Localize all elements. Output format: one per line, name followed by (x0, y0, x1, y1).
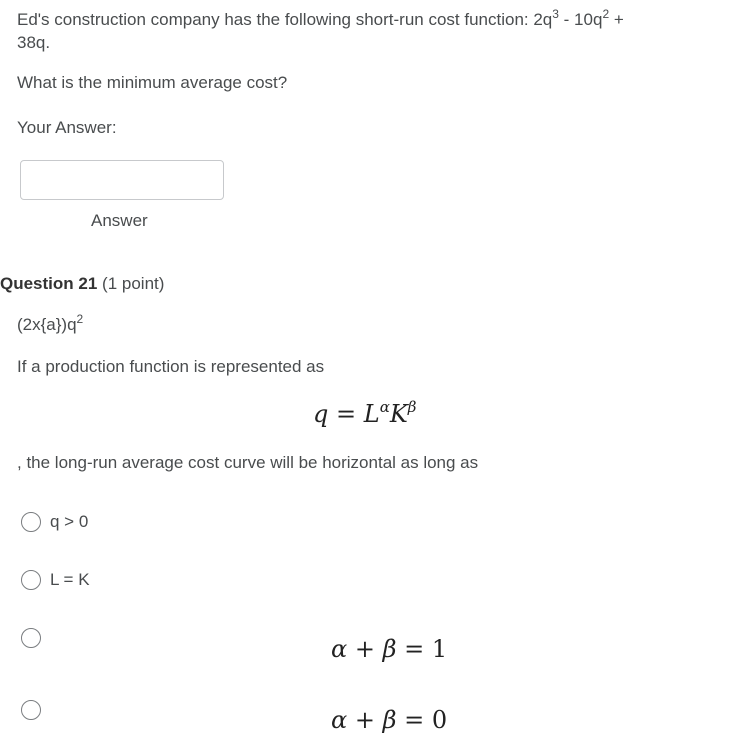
your-answer-label: Your Answer: (17, 118, 117, 137)
formula-K: K (389, 400, 408, 428)
question-prefix (17, 313, 83, 337)
math-plus: + (354, 635, 375, 663)
math-value: 0 (431, 706, 448, 734)
radio-option-1[interactable] (21, 512, 41, 532)
math-plus: + (354, 706, 375, 734)
question-number: Question 21 (0, 274, 98, 293)
radio-option-3[interactable] (21, 628, 41, 648)
question-stem: If a production function is represented as (17, 357, 325, 376)
math-beta: β (382, 635, 397, 663)
option-math-4[interactable] (331, 706, 447, 734)
option-label-2[interactable]: L = K (50, 570, 90, 589)
option-math-3[interactable] (331, 635, 447, 663)
radio-option-4[interactable] (21, 700, 41, 720)
formula-equals: = (336, 400, 357, 428)
question-prompt: What is the minimum average cost? (17, 73, 288, 92)
question-text-line1 (17, 8, 624, 32)
math-alpha: α (331, 706, 348, 734)
math-value: 1 (431, 635, 448, 663)
math-beta: β (382, 706, 397, 734)
formula-q: q (313, 400, 329, 428)
question-continuation: , the long-run average cost curve will be horizontal as long as (17, 453, 479, 472)
question-text-part: Ed's construction company has the following short-run cost function: 2q (17, 10, 553, 29)
math-equals: = (404, 635, 425, 663)
formula-L: L (363, 400, 380, 428)
math-alpha: α (331, 635, 348, 663)
answer-button[interactable]: Answer (91, 211, 148, 230)
exponent: 2 (76, 312, 84, 326)
math-equals: = (404, 706, 425, 734)
radio-option-2[interactable] (21, 570, 41, 590)
exponent: 2 (602, 7, 610, 21)
option-label-1[interactable]: q > 0 (50, 512, 89, 531)
question-points: (1 point) (102, 274, 165, 293)
production-function-formula (313, 400, 416, 428)
question-text-part: + (609, 10, 624, 29)
question-text-line2: 38q. (17, 33, 51, 52)
answer-input[interactable] (20, 160, 224, 200)
exponent: 3 (552, 7, 559, 21)
question-heading (0, 272, 164, 296)
question-text-part: - 10q (558, 10, 603, 29)
formula-alpha: α (379, 398, 390, 416)
question-prefix-text: (2x{a})q (17, 315, 77, 334)
formula-beta: β (407, 398, 417, 416)
